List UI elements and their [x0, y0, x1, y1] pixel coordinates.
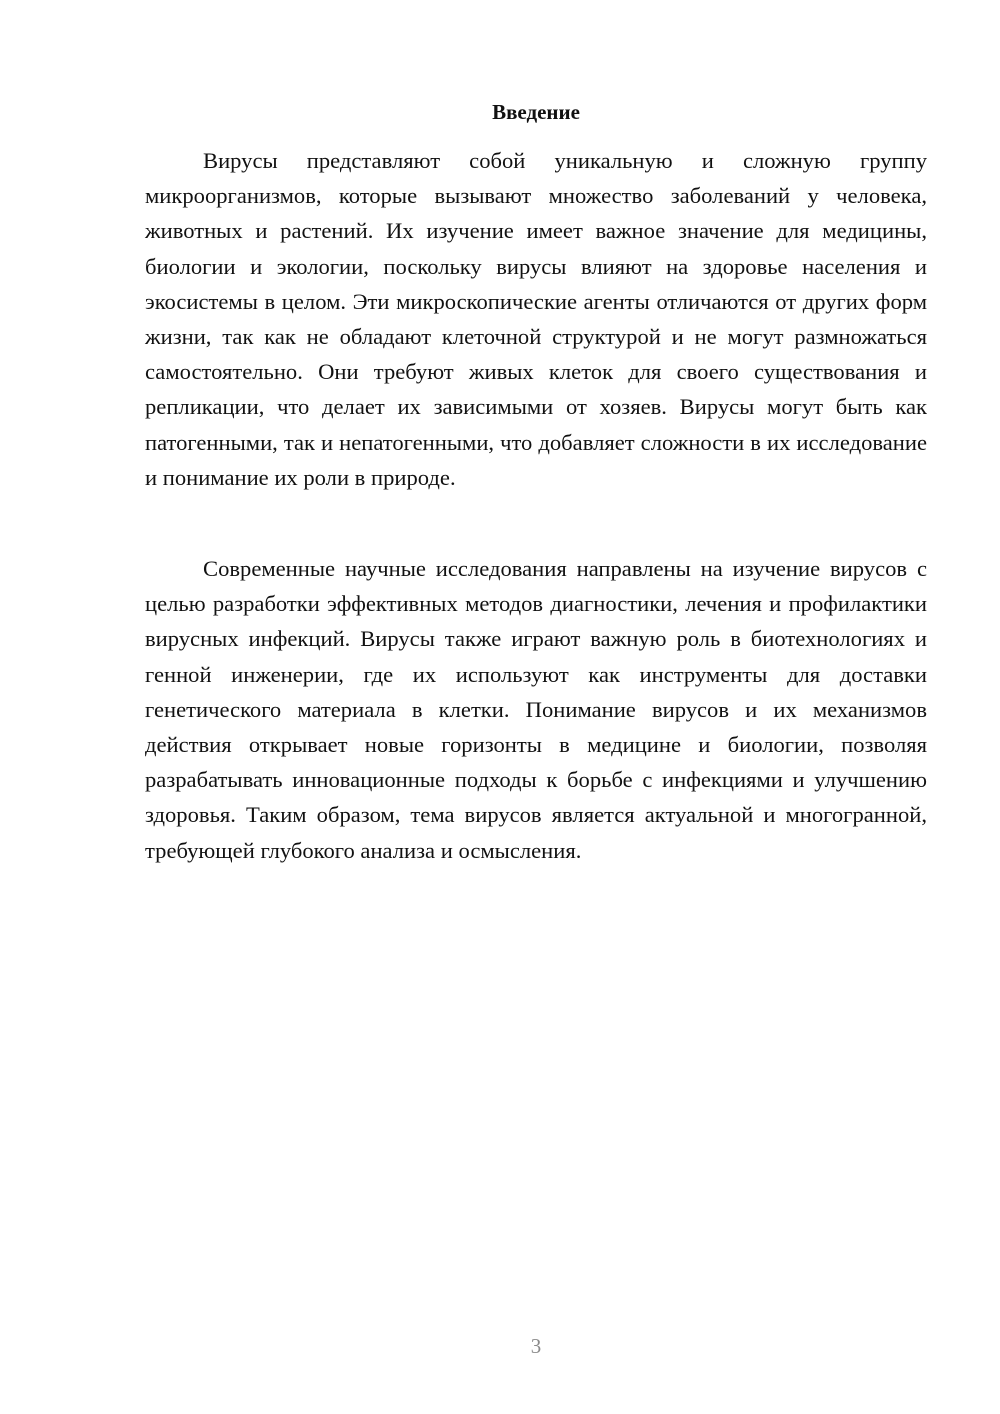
- section-heading: Введение: [492, 100, 580, 124]
- paragraph-2: Современные научные исследования направлены на изучение вирусов с целью разработки эффективных методов диагностики, лечения и профилактики вирусных инфекций. Вирусы также играют важную роль в биотехнологиях и генной инженерии, где их используют как инструменты для доставки генетического материала в клетки. Понимание вирусов и их механизмов действия открывает новые горизонты в медицине и биологии, позволяя разрабатывать инновационные подходы к борьбе с инфекциями и улучшению здоровья. Таким образом, тема вирусов является актуальной и многогранной, требующей глубокого анализа и осмысления.: [145, 556, 927, 863]
- page-number: 3: [530, 1334, 542, 1358]
- paragraph-1: Вирусы представляют собой уникальную и сложную группу микроорганизмов, которые вызывают множество заболеваний у человека, животных и растений. Их изучение имеет важное значение для медицины, биологии и экологии, поскольку вирусы влияют на здоровье населения и экосистемы в целом. Эти микроскопические агенты отличаются от других форм жизни, так как не обладают клеточной структурой и не могут размножаться самостоятельно. Они требуют живых клеток для своего существования и репликации, что делает их зависимыми от хозяев. Вирусы могут быть как патогенными, так и непатогенными, что добавляет сложности в их исследование и понимание их роли в природе.: [145, 148, 927, 490]
